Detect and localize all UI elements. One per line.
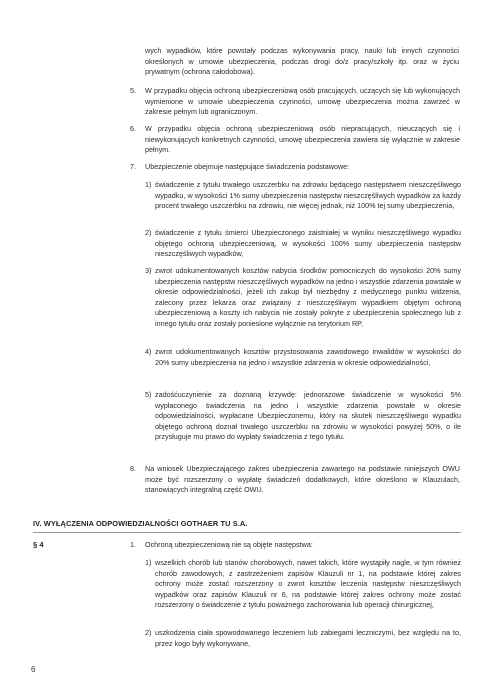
section-divider: [33, 532, 461, 533]
sub-item-1: [145, 180, 461, 212]
s4-sub-item-1: [145, 558, 461, 611]
sub-item-2: [145, 228, 461, 260]
sub-item-number: 4): [145, 347, 152, 356]
list-item-number: 1.: [130, 540, 136, 549]
list-item-text: Na wniosek Ubezpieczającego zakres ubezpieczenia zawartego na podstawie niniejszych OWU może być rozszerzony o wypłatę świadczeń dodatkowych, które określono w Klauzulach, stanowiących integralną część OWU.: [145, 464, 460, 495]
list-item-number: 5.: [130, 86, 136, 95]
list-item-7: [130, 162, 460, 173]
page-number: 6: [31, 665, 36, 674]
list-item-6: [130, 124, 460, 156]
sub-item-number: 3): [145, 266, 152, 275]
sub-item-5: [145, 390, 461, 443]
sub-item-number: 5): [145, 390, 152, 399]
sub-item-text: zwrot udokumentowanych kosztów przystosowania zawodowego inwalidów w wysokości do 20% sumy ubezpieczenia na jedno i wszystkie zdarzenia w okresie odpowiedzialności,: [155, 347, 461, 367]
intro-paragraph: wych wypadków, które powstały podczas wykonywania pracy, nauki lub innych czynności określonych w umowie ubezpieczenia, podczas drogi do/z pracy/szkoły itp. oraz w życiu prywatnym (ochrona całodobowa).: [145, 46, 459, 77]
list-item-8: [130, 464, 460, 496]
list-item-number: 6.: [130, 124, 136, 133]
sub-item-number: 2): [145, 628, 152, 637]
s4-sub-item-2: [145, 628, 461, 649]
sub-item-text: zwrot udokumentowanych kosztów nabycia środków pomocniczych do wysokości 20% sumy ubezpieczenia następstw nieszczęśliwych wypadków na jedno i wszystkie zdarzenia powstałe w okresie odpowiedzialności, jeżeli ich zakup był niezbędny z medycznego punktu widzenia, zalecony przez lekarza oraz związany z nieszczęśliwym wypadkiem objętym ochroną ubezpieczeniową a koszty ich nabycia nie zostały pokryte z ubezpieczenia społecznego lub z innego tytułu oraz zostały poniesione wyłącznie na terytorium RP,: [155, 266, 461, 328]
paragraph-label: § 4: [33, 540, 44, 549]
sub-item-text: świadczenie z tytułu śmierci Ubezpieczonego zaistniałej w wyniku nieszczęśliwego wypadku objętego ochroną ubezpieczeniową, w wysokości 100% sumy ubezpieczenia następstw nieszczęśliwych wypadków,: [155, 228, 461, 259]
list-item-text: Ochroną ubezpieczeniową nie są objęte następstwa:: [145, 540, 313, 549]
sub-item-number: 1): [145, 558, 152, 567]
list-item-text: W przypadku objęcia ochroną ubezpieczeniową osób pracujących, uczących się lub wykonujących wymienione w umowie ubezpieczenia czynności, umowę ubezpieczenia można zawrzeć w zakresie pełnym lub ograniczonym.: [145, 86, 460, 117]
s4-list-item-1: [130, 540, 460, 551]
list-item-text: Ubezpieczenie obejmuje następujące świadczenia podstawowe:: [145, 162, 350, 171]
list-item-5: [130, 86, 460, 118]
sub-item-text: świadczenie z tytułu trwałego uszczerbku na zdrowiu będącego następstwem nieszczęśliwego wypadku, w wysokości 1% sumy ubezpieczenia następstw nieszczęśliwych wypadków za każdy procent trwałego uszczerbku na zdrowiu, nie więcej jednak, niż 100% tej sumy ubezpieczenia,: [155, 180, 461, 211]
sub-item-number: 2): [145, 228, 152, 237]
sub-item-4: [145, 347, 461, 368]
sub-item-text: uszkodzenia ciała spowodowanego leczeniem lub zabiegami leczniczymi, bez względu na to, przez kogo były wykonywane,: [155, 628, 461, 648]
section-heading: IV. WYŁĄCZENIA ODPOWIEDZIALNOŚCI GOTHAER TU S.A.: [33, 519, 248, 528]
list-item-number: 8.: [130, 464, 136, 473]
list-item-number: 7.: [130, 162, 136, 171]
sub-item-text: zadośćuczynienie za doznaną krzywdę: jednorazowe świadczenie w wysokości 5% wypłaconego świadczenia na jedno i wszystkie zdarzenia powstałe w okresie odpowiedzialności, wypłacane Ubezpieczonemu, który na skutek nieszczęśliwego wypadku objętego ochroną doznał trwałego uszczerbku na zdrowiu w wysokości powyżej 50%, o ile przysługuje mu prawo do wypłaty świadczenia z tego tytułu.: [155, 390, 461, 442]
sub-item-3: [145, 266, 461, 330]
sub-item-text: wszelkich chorób lub stanów chorobowych, nawet takich, które wystąpiły nagle, w tym również chorób zawodowych, z zastrzeżeniem zapisów Klauzuli nr 1, na podstawie której zakres ochrony może zostać rozszerzony o zwrot kosztów leczenia następstw nieszczęśliwych wypadków oraz zapisów Klauzuli nr 6, na podstawie której zakres ochrony może zostać rozszerzony o świadczenie z tytułu poważnego zachorowania lub operacji chirurgicznej,: [155, 558, 461, 610]
list-item-text: W przypadku objęcia ochroną ubezpieczeniową osób niepracujących, nieuczących się i niewykonujących konkretnych czynności, umowę ubezpieczenia zawiera się wyłącznie w zakresie pełnym.: [145, 124, 460, 155]
sub-item-number: 1): [145, 180, 152, 189]
